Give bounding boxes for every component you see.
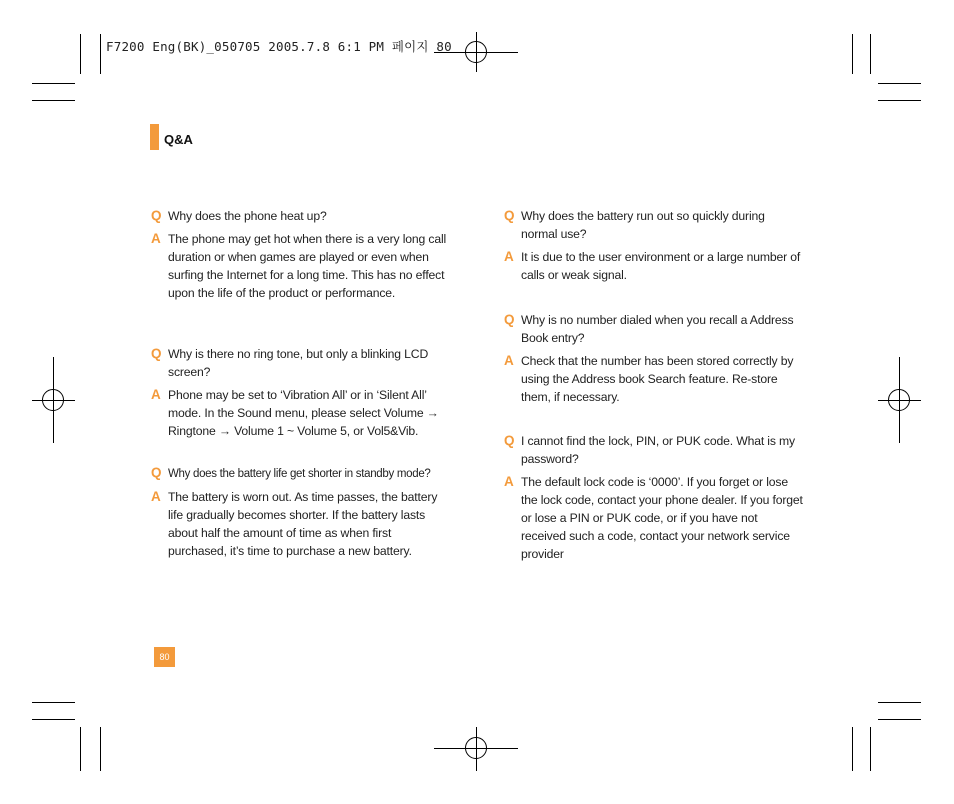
crop-mark xyxy=(80,727,81,771)
crop-mark xyxy=(80,34,81,74)
question-row xyxy=(151,345,451,381)
answer-text: It is due to the user environment or a large number of calls or weak signal. xyxy=(521,250,801,282)
crop-mark xyxy=(852,727,853,771)
question-row xyxy=(151,207,451,225)
question-text: Why is no number dialed when you recall a Address Book entry? xyxy=(521,313,794,345)
answer-text: Phone may be set to ‘Vibration All’ or in ‘Silent All’ mode. In the Sound menu, please select Volume → Ringtone → Volume 1 ~ Volume 5, or Vol5&Vib. xyxy=(168,388,439,438)
answer-marker: A xyxy=(151,231,161,246)
qa-item xyxy=(504,207,804,284)
registration-circle xyxy=(42,389,64,411)
answer-row xyxy=(151,230,451,302)
question-marker: Q xyxy=(151,208,162,223)
crop-mark xyxy=(878,719,921,720)
qa-item xyxy=(504,432,804,563)
crop-mark xyxy=(852,34,853,74)
answer-row xyxy=(151,488,451,560)
question-text: I cannot find the lock, PIN, or PUK code. What is my password? xyxy=(521,434,795,466)
section-tab xyxy=(150,124,159,150)
answer-row xyxy=(151,386,451,440)
question-text: Why does the battery run out so quickly during normal use? xyxy=(521,209,765,241)
registration-circle xyxy=(465,737,487,759)
question-marker: Q xyxy=(151,465,162,480)
answer-marker: A xyxy=(151,489,161,504)
qa-item xyxy=(151,345,451,440)
registration-circle xyxy=(888,389,910,411)
question-row xyxy=(151,464,451,483)
question-marker: Q xyxy=(504,208,515,223)
answer-row xyxy=(504,473,804,563)
question-text: Why is there no ring tone, but only a blinking LCD screen? xyxy=(168,347,429,379)
crop-mark xyxy=(878,100,921,101)
question-marker: Q xyxy=(151,346,162,361)
question-row xyxy=(504,432,804,468)
print-slug: F7200 Eng(BK)_050705 2005.7.8 6:1 PM 페이지 80 xyxy=(106,39,452,54)
question-marker: Q xyxy=(504,433,515,448)
crop-mark xyxy=(32,83,75,84)
crop-mark xyxy=(32,719,75,720)
crop-mark xyxy=(32,702,75,703)
answer-marker: A xyxy=(151,387,161,402)
crop-mark xyxy=(100,727,101,771)
answer-marker: A xyxy=(504,353,514,368)
section-title: Q&A xyxy=(164,132,193,147)
answer-marker: A xyxy=(504,474,514,489)
crop-mark xyxy=(870,34,871,74)
question-row xyxy=(504,207,804,243)
qa-item xyxy=(151,207,451,302)
question-marker: Q xyxy=(504,312,515,327)
crop-mark xyxy=(32,100,75,101)
crop-mark xyxy=(870,727,871,771)
answer-row xyxy=(504,248,804,284)
crop-mark xyxy=(878,83,921,84)
answer-row xyxy=(504,352,804,406)
answer-text: Check that the number has been stored correctly by using the Address book Search feature. Re-store them, if necessary. xyxy=(521,354,794,404)
answer-marker: A xyxy=(504,249,514,264)
answer-text: The default lock code is ‘0000’. If you forget or lose the lock code, contact your phone dealer. If you forget or lose a PIN or PUK code, or if you have not received such a code, contact your network service provider xyxy=(521,475,803,561)
qa-item xyxy=(504,311,804,406)
crop-mark xyxy=(100,34,101,74)
page-number: 80 xyxy=(154,647,175,667)
question-text: Why does the battery life get shorter in standby mode? xyxy=(168,468,431,480)
registration-circle xyxy=(465,41,487,63)
crop-mark xyxy=(878,702,921,703)
question-row xyxy=(504,311,804,347)
answer-text: The phone may get hot when there is a very long call duration or when games are played or even when surfing the Internet for a long time. This has no effect upon the life of the product or performance. xyxy=(168,232,447,300)
answer-text: The battery is worn out. As time passes, the battery life gradually becomes shorter. If the battery lasts about half the amount of time as when first purchased, it’s time to purchase a new battery. xyxy=(168,490,438,558)
qa-item xyxy=(151,464,451,560)
question-text: Why does the phone heat up? xyxy=(168,209,327,223)
